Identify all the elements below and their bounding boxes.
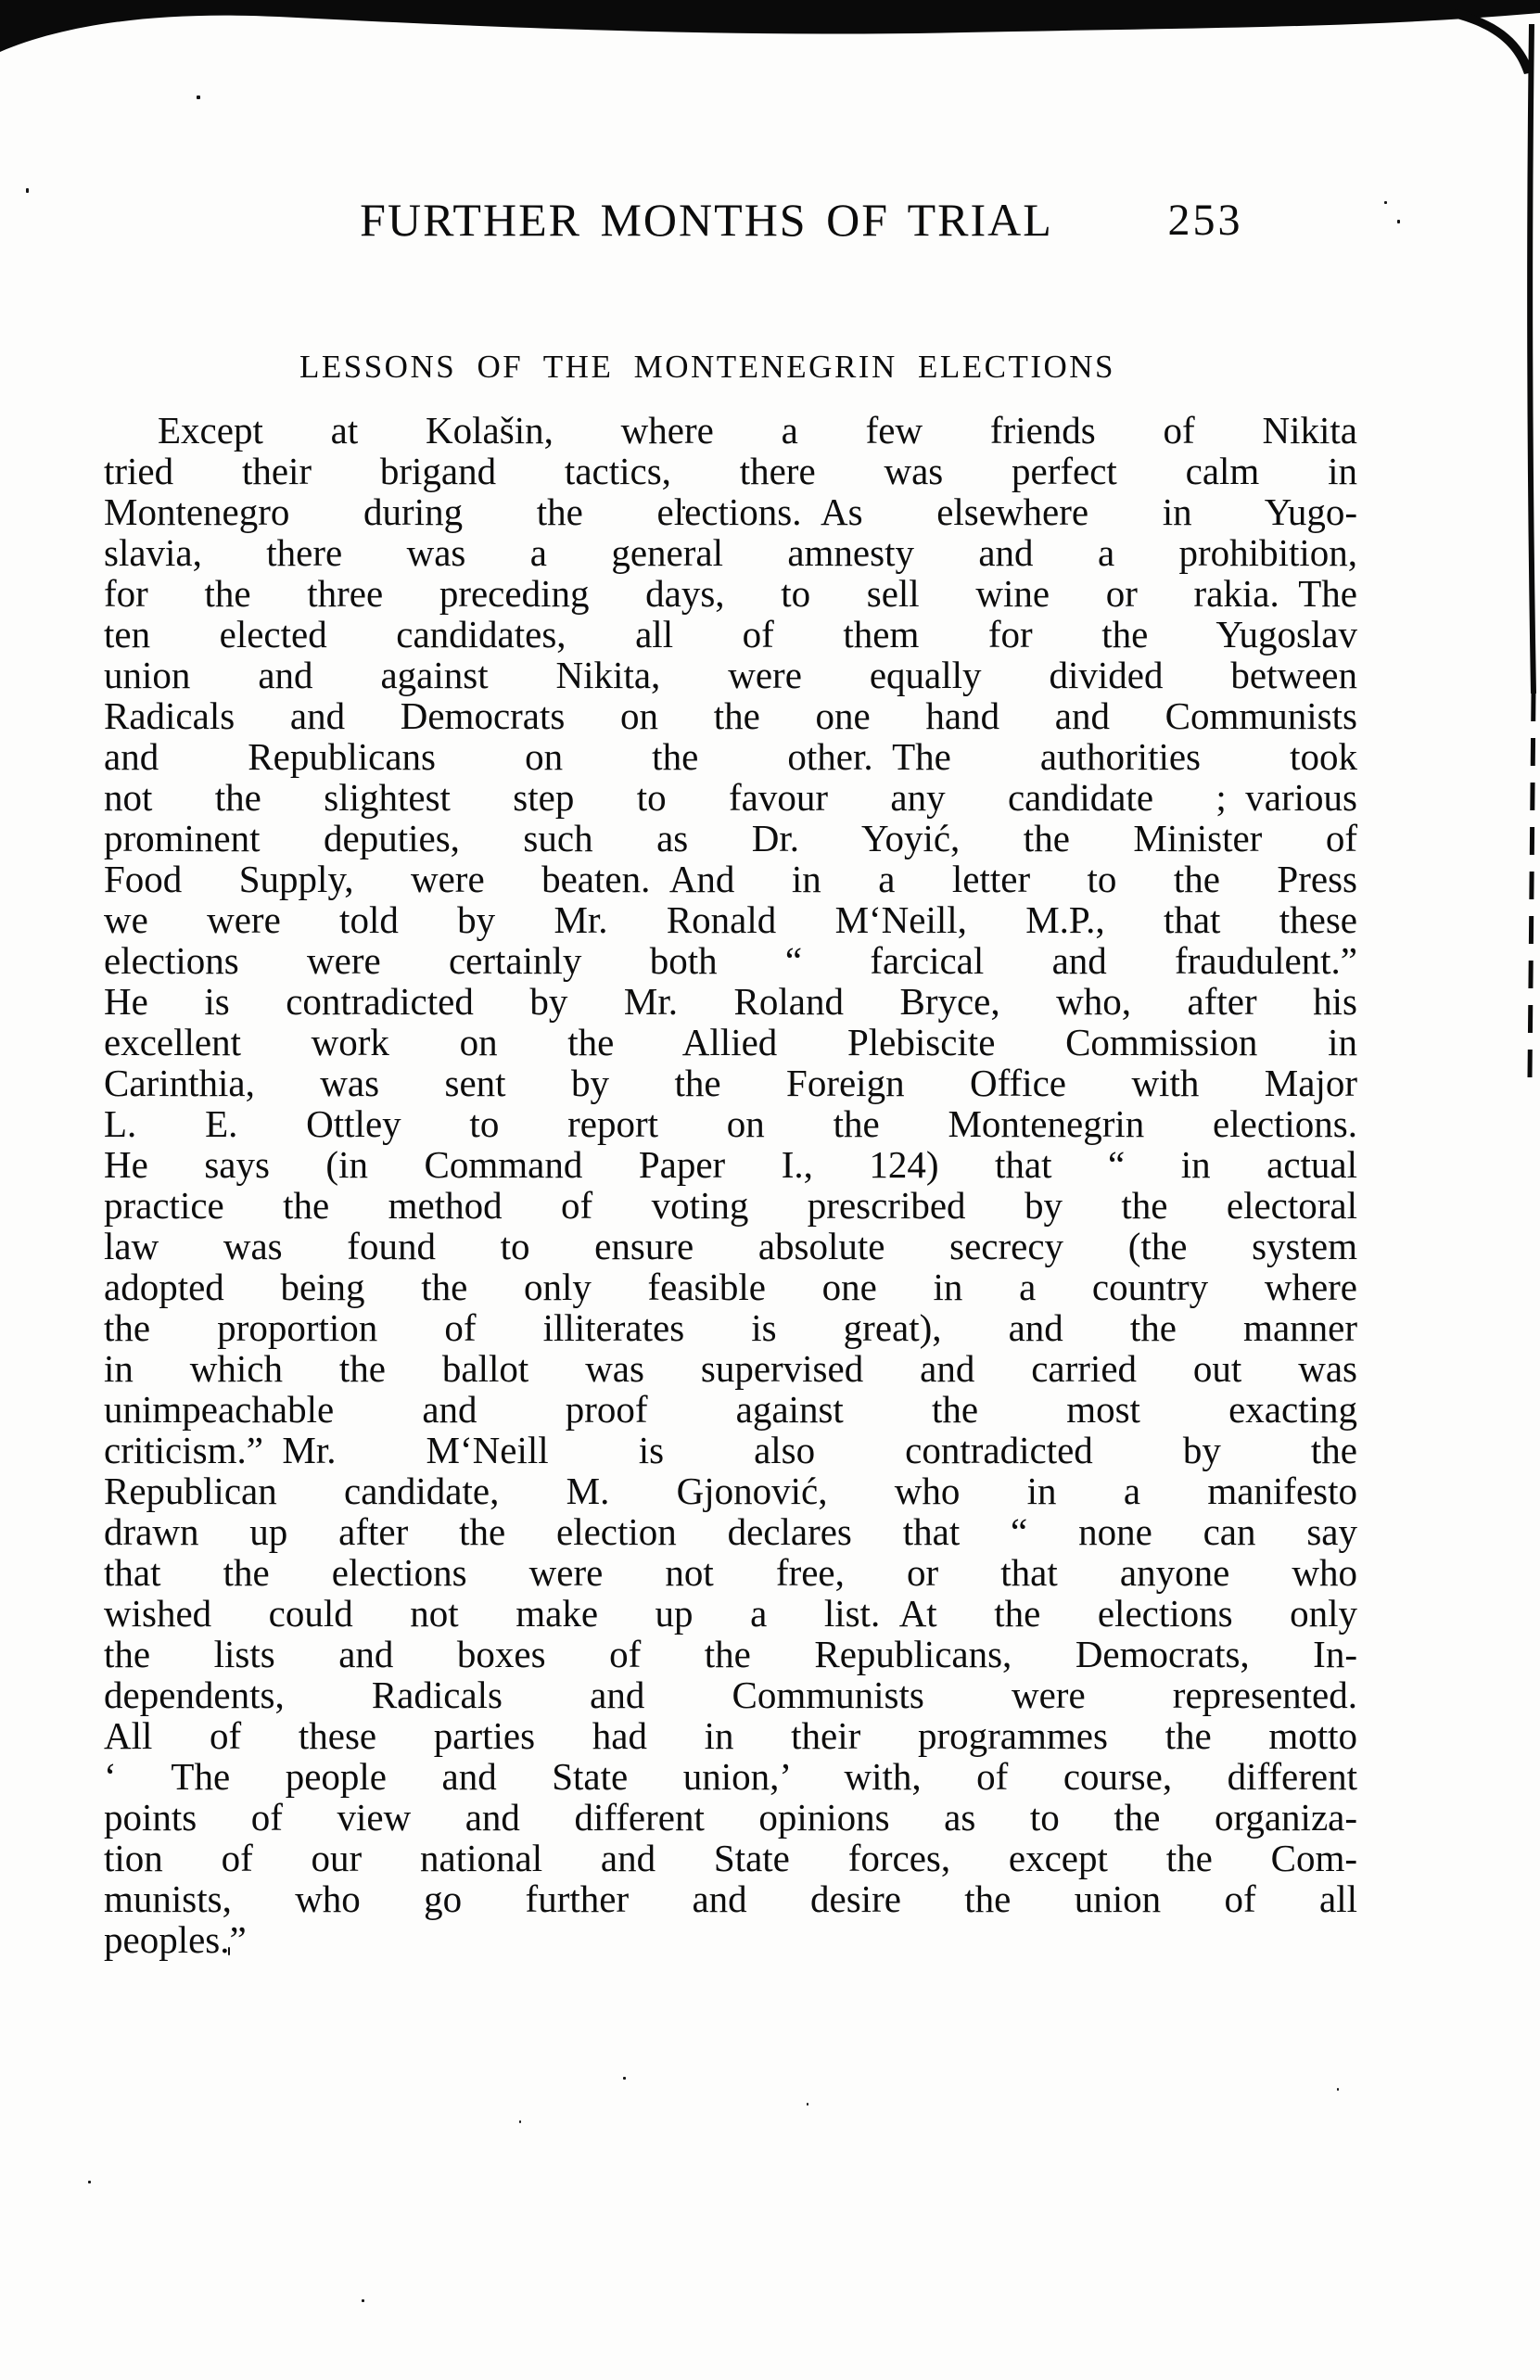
text-line: Republican candidate, M. Gjonović, who in a manifesto (104, 1470, 1357, 1512)
text-line: the proportion of illiterates is great), and the manner (104, 1306, 1357, 1349)
text-line: criticism.” Mr. M‘Neill is also contradicted by the (104, 1429, 1357, 1471)
text-line: not the slightest step to favour any candidate ; various (104, 776, 1357, 819)
text-line: law was found to ensure absolute secrecy (the system (104, 1225, 1357, 1267)
text-line: tion of our national and State forces, except the Com- (104, 1837, 1357, 1879)
scan-speck (1337, 2088, 1339, 2091)
text-line: dependents, Radicals and Communists were represented. (104, 1674, 1357, 1716)
scan-speck (519, 2120, 521, 2123)
text-line: L. E. Ottley to report on the Montenegrin elections. (104, 1102, 1357, 1145)
text-line: ten elected candidates, all of them for the Yugoslav (104, 613, 1357, 655)
text-line: excellent work on the Allied Plebiscite Commission in (104, 1021, 1357, 1063)
text-line: we were told by Mr. Ronald M‘Neill, M.P., that these (104, 898, 1357, 941)
body-paragraph (104, 410, 1357, 1960)
text-line: slavia, there was a general amnesty and a prohibition, (104, 531, 1357, 574)
text-line: practice the method of voting prescribed by the electoral (104, 1184, 1357, 1227)
text-line: All of these parties had in their programmes the motto (104, 1714, 1357, 1757)
text-line: elections were certainly both “ farcical and fraudulent.” (104, 939, 1357, 982)
section-heading: LESSONS OF THE MONTENEGRIN ELECTIONS (299, 349, 1116, 385)
scan-speck (623, 2077, 626, 2080)
text-line: Food Supply, were beaten. And in a letter to the Press (104, 858, 1357, 900)
text-line: He says (in Command Paper I., 124) that “ in actual (104, 1143, 1357, 1186)
text-line: Carinthia, was sent by the Foreign Office with Major (104, 1062, 1357, 1104)
scan-speck (26, 188, 29, 193)
text-line: Radicals and Democrats on the one hand and Communists (104, 694, 1357, 737)
scan-speck (362, 2299, 364, 2302)
text-line: Montenegro during the elections. As elsewhere in Yugo- (104, 490, 1357, 533)
text-line: in which the ballot was supervised and carried out was (104, 1347, 1357, 1390)
text-line: the lists and boxes of the Republicans, Democrats, In- (104, 1633, 1357, 1675)
text-line: munists, who go further and desire the union of all (104, 1877, 1357, 1920)
scan-speck (807, 2103, 808, 2106)
text-line: ‘ The people and State union,’ with, of course, different (104, 1755, 1357, 1798)
text-line: He is contradicted by Mr. Roland Bryce, who, after his (104, 980, 1357, 1023)
text-line: unimpeachable and proof against the most exacting (104, 1388, 1357, 1431)
text-line: peoples.” (104, 1918, 247, 1961)
scan-speck (1384, 201, 1387, 204)
text-line: prominent deputies, such as Dr. Yoyić, the Minister of (104, 817, 1357, 859)
scan-speck (197, 95, 200, 99)
scan-artifact-top-right-corner (1450, 9, 1534, 74)
scan-artifact-top-edge (0, 0, 1540, 52)
text-line: drawn up after the election declares that “ none can say (104, 1510, 1357, 1553)
scan-artifact-right-edge-dashed (1530, 694, 1534, 1077)
text-line: adopted being the only feasible one in a country where (104, 1266, 1357, 1308)
text-line: points of view and different opinions as to the organiza- (104, 1796, 1357, 1839)
scan-speck (1397, 220, 1400, 223)
text-line: for the three preceding days, to sell wine or rakia. The (104, 572, 1357, 615)
text-line: wished could not make up a list. At the elections only (104, 1592, 1357, 1635)
text-line: and Republicans on the other. The authorities took (104, 735, 1357, 778)
text-line: Except at Kolašin, where a few friends of Nikita (158, 409, 1357, 452)
scan-speck (88, 2181, 91, 2183)
scan-artifact-right-edge-solid (1530, 24, 1534, 694)
page-header-title: FURTHER MONTHS OF TRIAL (360, 194, 1053, 246)
text-line: union and against Nikita, were equally divided between (104, 654, 1357, 696)
text-line: tried their brigand tactics, there was perfect calm in (104, 450, 1357, 492)
page-number: 253 (1167, 196, 1243, 245)
text-line: that the elections were not free, or that anyone who (104, 1551, 1357, 1594)
